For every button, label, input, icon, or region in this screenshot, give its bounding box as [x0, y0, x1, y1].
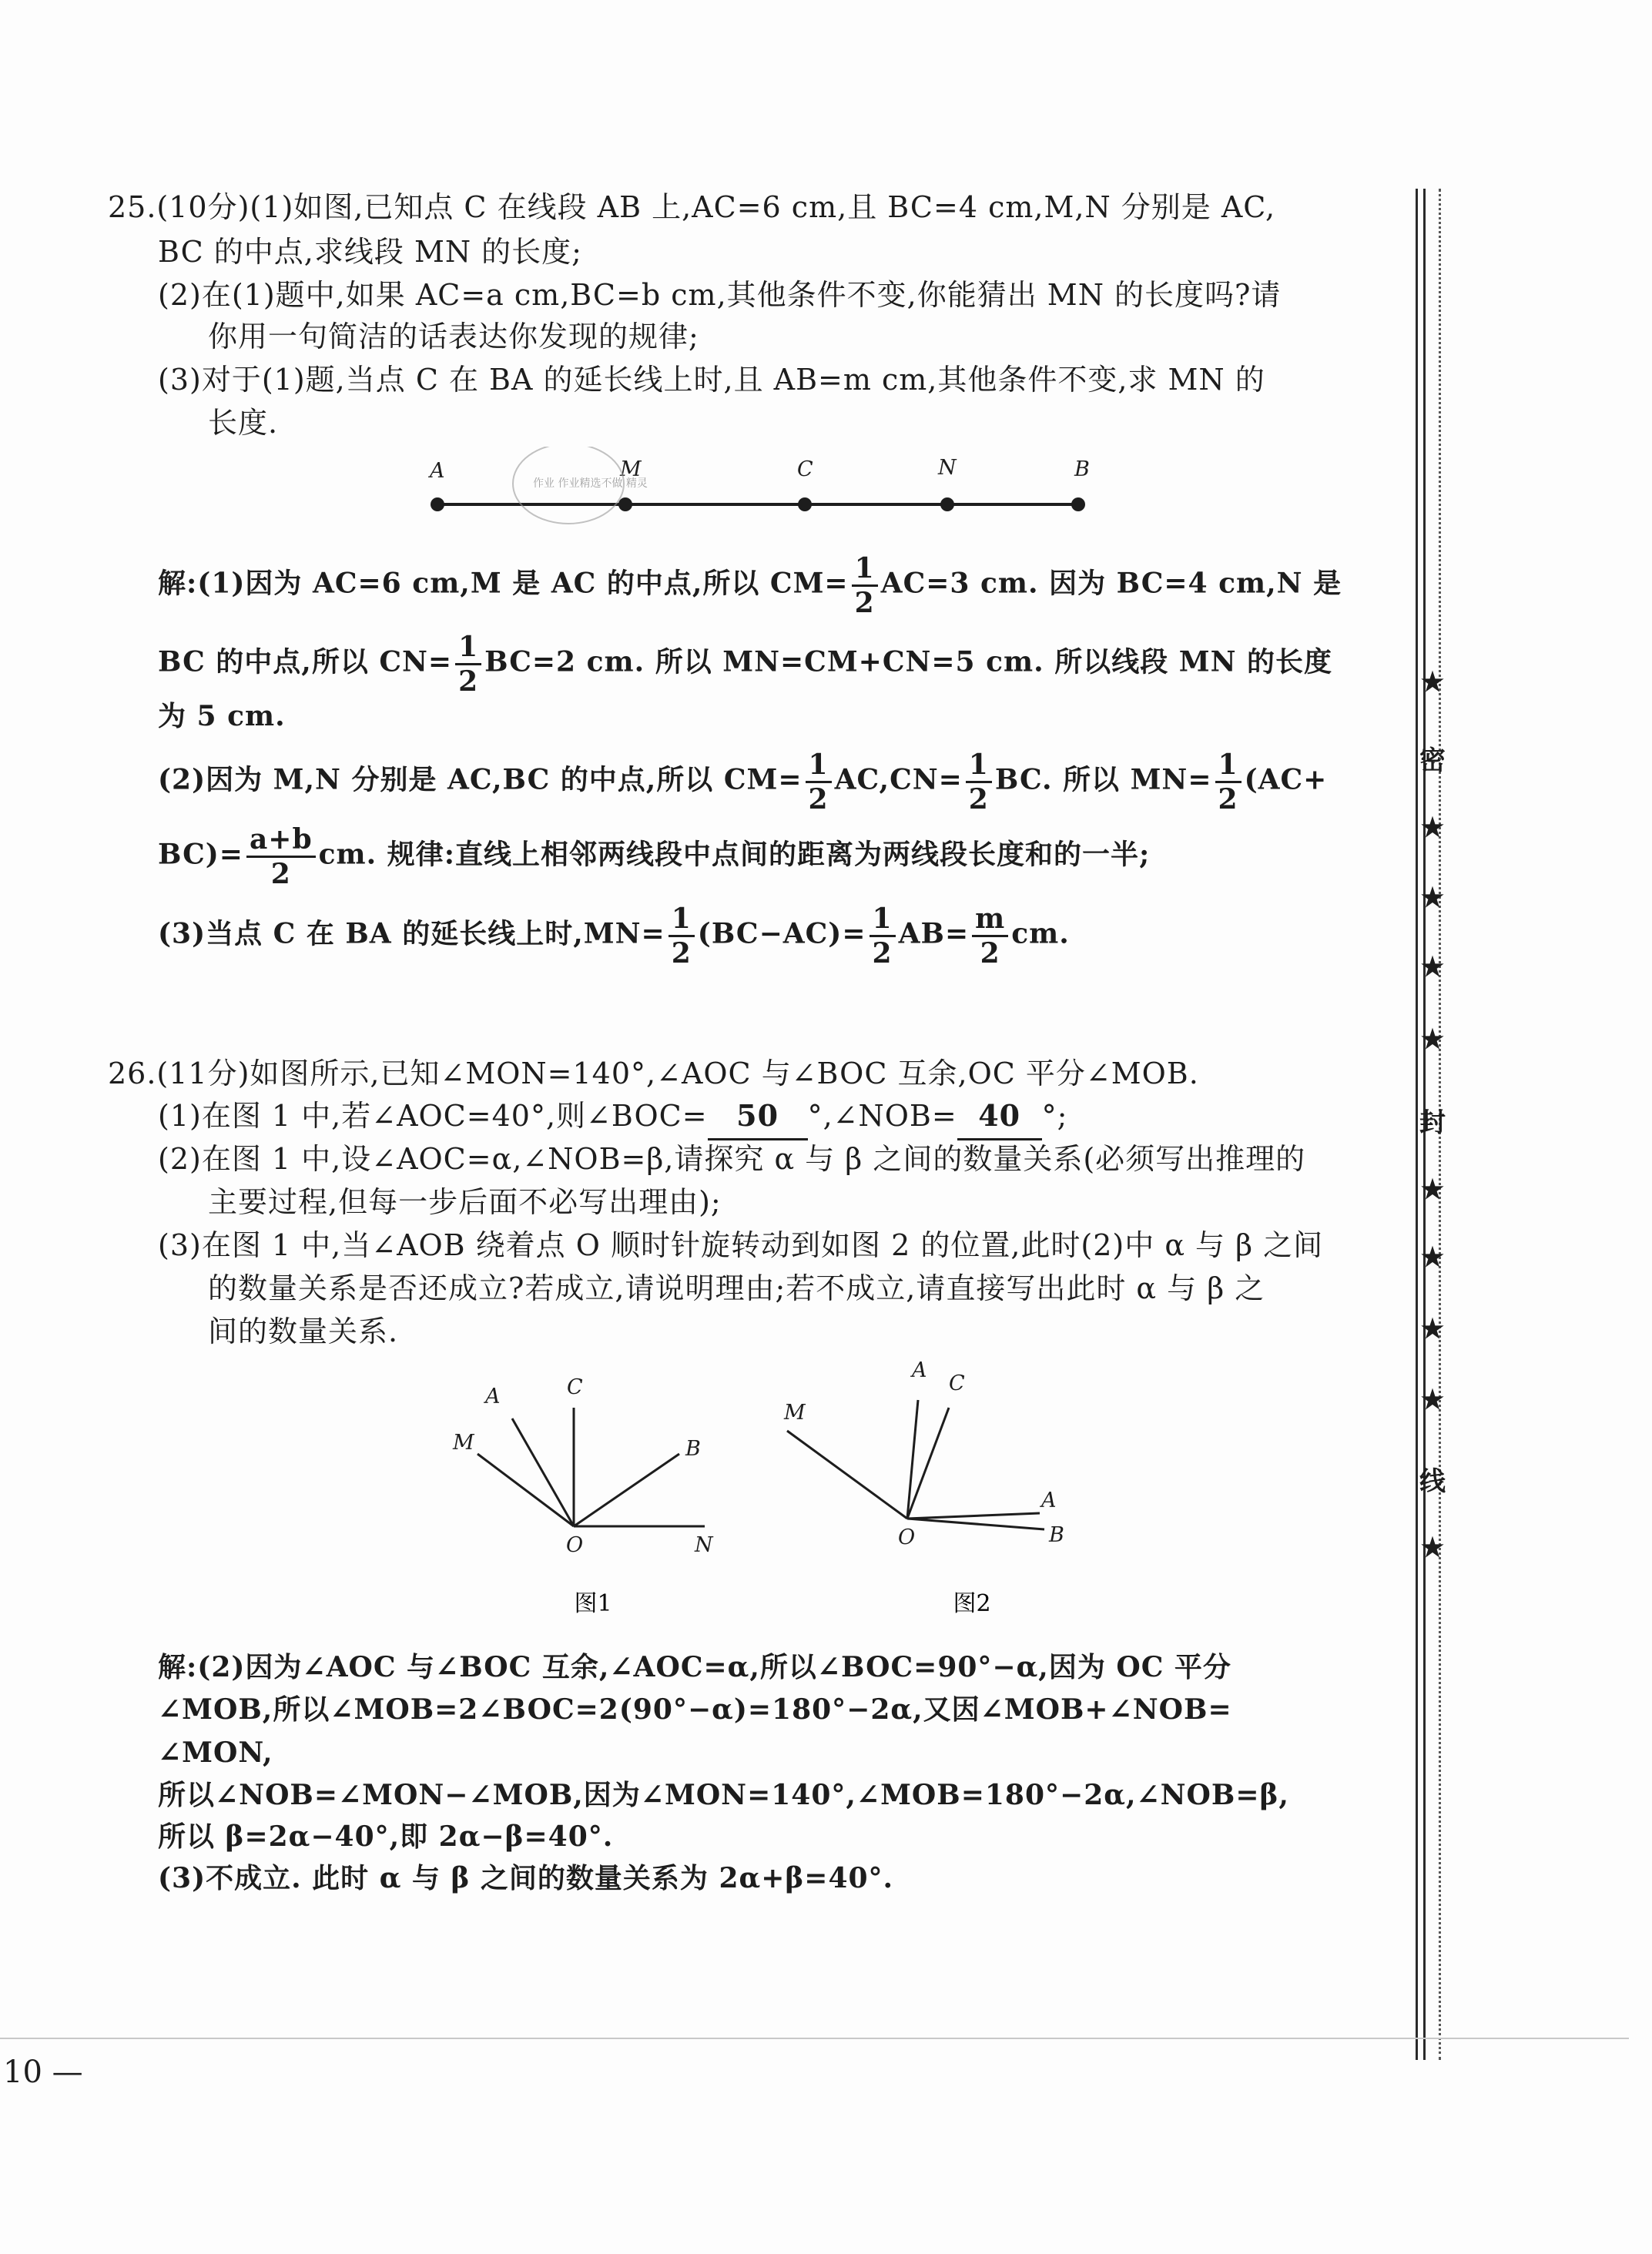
numerator: a+b	[246, 826, 316, 858]
margin-char-feng: 封	[1419, 1107, 1446, 1138]
stamp-text: 作业 作业精选不做 精灵	[533, 477, 648, 490]
sol25-line3: 为 5 cm.	[158, 700, 286, 732]
denominator: 2	[854, 587, 875, 619]
denominator: 2	[458, 665, 479, 698]
margin-star: ★	[1420, 1242, 1445, 1273]
point-c	[798, 497, 812, 511]
sol25-line4	[158, 749, 1328, 816]
q25-segment-figure	[416, 447, 1109, 531]
fig2-label-a: A	[912, 1358, 927, 1382]
q26-line3: (2)在图 1 中,设∠AOC=α,∠NOB=β,请探究 α 与 β 之间的数量关系(必须写出推理的	[158, 1142, 1306, 1176]
fig1-label-o: O	[566, 1533, 584, 1557]
label-b: B	[1074, 457, 1090, 481]
margin-star: ★	[1420, 1385, 1445, 1415]
fig1-label-c: C	[567, 1375, 583, 1399]
point-a	[431, 497, 444, 511]
q26-text: °;	[1041, 1099, 1068, 1133]
sol25-text: cm. 规律:直线上相邻两线段中点间的距离为两线段长度和的一半;	[318, 838, 1151, 871]
margin-star: ★	[1420, 1314, 1445, 1345]
ray-oc	[907, 1408, 949, 1519]
numerator: 1	[669, 905, 695, 937]
numerator: 1	[852, 554, 878, 587]
fig2-label-m: M	[784, 1401, 806, 1425]
sol25-line5	[158, 823, 1151, 890]
q25-line3: (2)在(1)题中,如果 AC=a cm,BC=b cm,其他条件不变,你能猜出 MN 的长度吗?请	[158, 278, 1282, 312]
sol25-text: (BC−AC)=	[697, 917, 866, 950]
fraction-half	[966, 749, 992, 816]
label-c: C	[797, 457, 813, 481]
q26-text: (1)在图 1 中,若∠AOC=40°,则∠BOC=	[158, 1099, 708, 1133]
fig1-label-n: N	[695, 1533, 713, 1557]
fig2-label-o: O	[898, 1526, 916, 1549]
sol25-text: AB=	[898, 917, 970, 950]
sol26-line2: ∠MOB,所以∠MOB=2∠BOC=2(90°−α)=180°−2α,又因∠MOB+∠NOB=	[158, 1693, 1232, 1726]
margin-star: ★	[1420, 1024, 1445, 1055]
fraction-m-over-2	[972, 903, 1008, 970]
numerator: 1	[870, 905, 896, 937]
margin-star: ★	[1420, 952, 1445, 983]
margin-char-mi: 密	[1419, 745, 1446, 776]
ray-ob	[574, 1454, 679, 1526]
q26-line1: 26.(11分)如图所示,已知∠MON=140°,∠AOC 与∠BOC 互余,OC 平分∠MOB.	[108, 1057, 1199, 1090]
angle-figure-1	[439, 1363, 732, 1617]
sol26-line4: 所以∠NOB=∠MON−∠MOB,因为∠MON=140°,∠MOB=180°−2α,∠NOB=β,	[158, 1779, 1289, 1811]
q25-line4: 你用一句简洁的话表达你发现的规律;	[208, 320, 699, 353]
q25-line1: 25.(10分)(1)如图,已知点 C 在线段 AB 上,AC=6 cm,且 BC=4 cm,M,N 分别是 AC,	[108, 190, 1276, 224]
page-number: 10 —	[3, 2055, 83, 2090]
denominator: 2	[808, 783, 829, 816]
sol25-text: (2)因为 M,N 分别是 AC,BC 的中点,所以 CM=	[158, 763, 803, 796]
fig2-caption: 图2	[953, 1590, 991, 1617]
sol25-text: BC)=	[158, 838, 243, 871]
sol26-line3: ∠MON,	[158, 1737, 273, 1769]
sol25-text: (3)当点 C 在 BA 的延长线上时,MN=	[158, 917, 665, 950]
margin-char-xian: 线	[1419, 1466, 1446, 1497]
fig1-label-m: M	[453, 1431, 474, 1455]
sol25-text: 解:(1)因为 AC=6 cm,M 是 AC 的中点,所以 CM=	[158, 567, 849, 600]
denominator: 2	[671, 937, 692, 970]
q26-line5: (3)在图 1 中,当∠AOB 绕着点 O 顺时针旋转动到如图 2 的位置,此时(2)中 α 与 β 之间	[158, 1228, 1324, 1262]
numerator: 1	[966, 751, 992, 783]
point-b	[1071, 497, 1085, 511]
ray-oa	[512, 1418, 574, 1526]
fig1-caption: 图1	[574, 1590, 612, 1617]
ray-om	[478, 1454, 574, 1526]
sol25-text: BC 的中点,所以 CN=	[158, 645, 453, 678]
margin-star: ★	[1420, 1174, 1445, 1205]
ray-ob	[907, 1519, 1044, 1529]
sol25-line6	[158, 903, 1070, 970]
numerator: m	[972, 905, 1008, 937]
q25-line5: (3)对于(1)题,当点 C 在 BA 的延长线上时,且 AB=m cm,其他条件不变,求 MN 的	[158, 363, 1265, 397]
fraction-half	[806, 749, 832, 816]
denominator: 2	[1218, 783, 1238, 816]
fraction-half	[870, 903, 896, 970]
sol25-line2	[158, 631, 1333, 698]
fraction-half	[669, 903, 695, 970]
ray-oa	[907, 1400, 918, 1519]
fig1-label-a: A	[485, 1385, 501, 1408]
denominator: 2	[270, 858, 291, 890]
denominator: 2	[968, 783, 989, 816]
angle-figure-2	[770, 1348, 1094, 1617]
q25-line6: 长度.	[208, 406, 279, 440]
q25-line2: BC 的中点,求线段 MN 的长度;	[158, 235, 582, 269]
q26-line7: 间的数量关系.	[208, 1315, 399, 1348]
margin-star: ★	[1420, 812, 1445, 843]
fraction-half	[852, 554, 878, 617]
fig1-label-b: B	[685, 1437, 701, 1461]
fraction-half	[455, 631, 481, 698]
label-n: N	[938, 456, 957, 480]
sol26-line1: 解:(2)因为∠AOC 与∠BOC 互余,∠AOC=α,所以∠BOC=90°−α,因为 OC 平分	[158, 1651, 1231, 1683]
footer-rule	[0, 2038, 1629, 2039]
sol25-text: (AC+	[1244, 763, 1328, 796]
sol25-line1	[158, 554, 1342, 617]
margin-star: ★	[1420, 883, 1445, 913]
fig2-label-a-second: A	[1041, 1489, 1057, 1512]
q26-line2	[158, 1094, 1067, 1140]
fraction-a-plus-b	[246, 823, 316, 890]
sol25-text: AC=3 cm. 因为 BC=4 cm,N 是	[880, 567, 1342, 600]
answer-blank-nob: 40	[957, 1094, 1042, 1140]
answer-blank-boc: 50	[708, 1094, 808, 1140]
margin-star: ★	[1420, 1532, 1445, 1563]
sol25-text: BC=2 cm. 所以 MN=CM+CN=5 cm. 所以线段 MN 的长度	[484, 645, 1333, 678]
q26-line4: 主要过程,但每一步后面不必写出理由);	[208, 1185, 722, 1219]
denominator: 2	[872, 937, 893, 970]
numerator: 1	[1215, 751, 1242, 783]
denominator: 2	[980, 937, 1000, 970]
fig2-label-b: B	[1049, 1523, 1064, 1547]
q26-text: °,∠NOB=	[807, 1099, 957, 1133]
sol25-text: cm.	[1011, 917, 1070, 950]
sol26-line5: 所以 β=2α−40°,即 2α−β=40°.	[158, 1820, 614, 1853]
sol25-text: BC. 所以 MN=	[994, 763, 1212, 796]
label-m: M	[620, 457, 642, 481]
sol26-line6: (3)不成立. 此时 α 与 β 之间的数量关系为 2α+β=40°.	[158, 1862, 894, 1894]
fraction-half	[1215, 749, 1242, 816]
numerator: 1	[455, 633, 481, 665]
numerator: 1	[806, 751, 832, 783]
ray-oa2	[907, 1513, 1040, 1519]
point-m	[618, 497, 632, 511]
q26-line6: 的数量关系是否还成立?若成立,请说明理由;若不成立,请直接写出此时 α 与 β 之	[208, 1271, 1265, 1305]
margin-star: ★	[1420, 667, 1445, 698]
ray-om	[787, 1431, 907, 1519]
point-n	[940, 497, 954, 511]
fig2-label-c: C	[949, 1371, 965, 1395]
label-a: A	[430, 459, 445, 483]
sol25-text: AC,CN=	[834, 763, 963, 796]
